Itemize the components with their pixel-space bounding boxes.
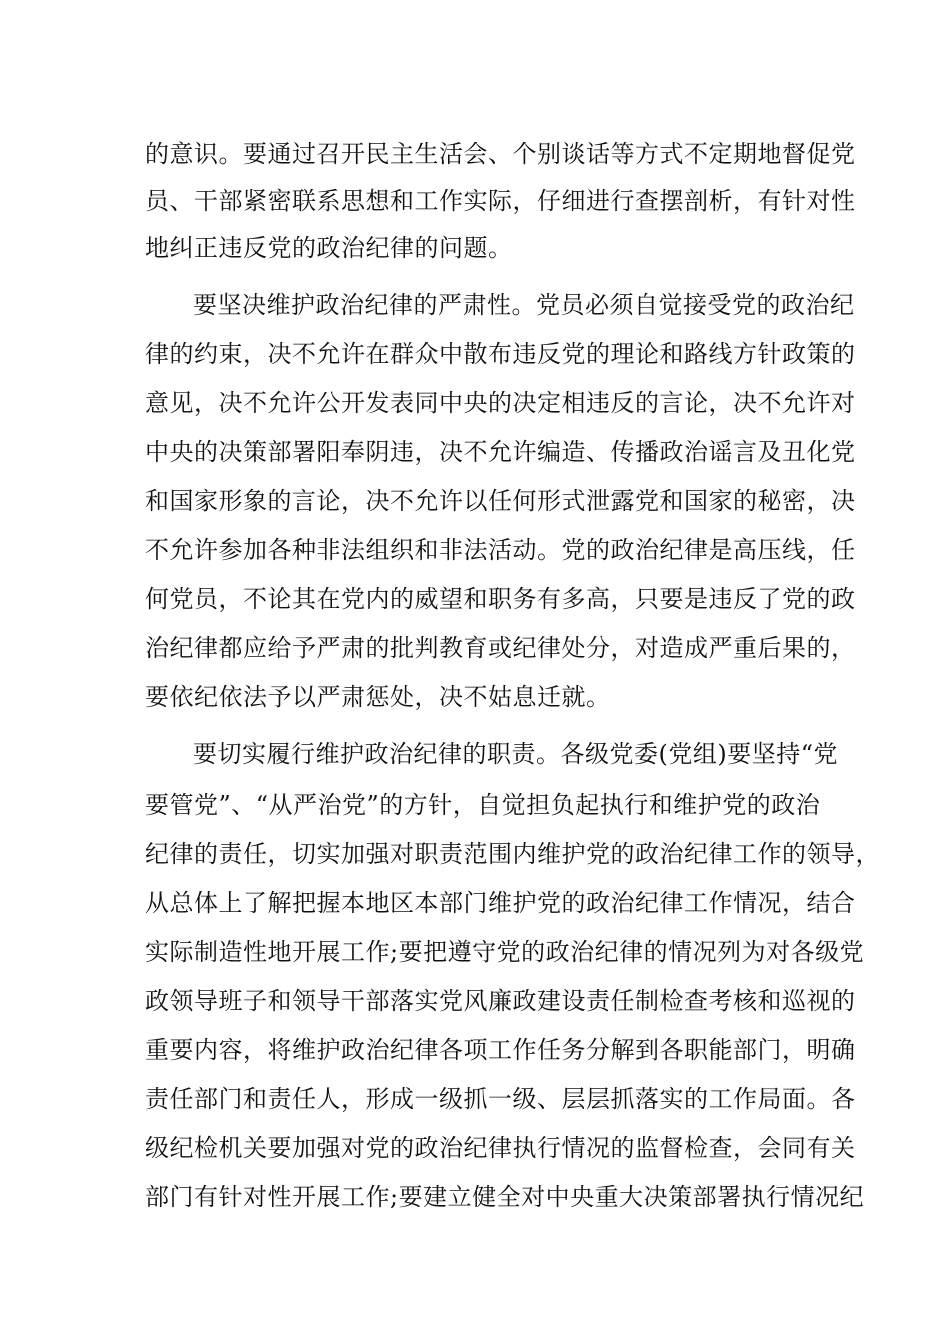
text-line: 重要内容，将维护政治纪律各项工作任务分解到各职能部门，明确 xyxy=(145,1036,856,1064)
text-line: 的意识。要通过召开民主生活会、个别谈话等方式不定期地督促党 xyxy=(145,140,856,168)
text-line: 责任部门和责任人，形成一级抓一级、层层抓落实的工作局面。各 xyxy=(145,1085,856,1113)
text-line: 治纪律都应给予严肃的批判教育或纪律处分，对造成严重后果的， xyxy=(145,634,856,662)
text-line: 地纠正违反党的政治纪律的问题。 xyxy=(145,234,513,262)
text-line: 和国家形象的言论，决不允许以任何形式泄露党和国家的秘密，决 xyxy=(145,487,856,515)
paragraph-first-line: 要切实履行维护政治纪律的职责。各级党委(党组)要坚持“党 xyxy=(193,740,838,768)
text-line: 级纪检机关要加强对党的政治纪律执行情况的监督检查，会同有关 xyxy=(145,1134,856,1162)
text-line: 部门有针对性开展工作;要建立健全对中央重大决策部署执行情况纪 xyxy=(145,1183,865,1211)
paragraph-first-line: 要坚决维护政治纪律的严肃性。党员必须自觉接受党的政治纪 xyxy=(193,291,855,319)
text-line: 实际制造性地开展工作;要把遵守党的政治纪律的情况列为对各级党 xyxy=(145,938,865,966)
text-line: 政领导班子和领导干部落实党风廉政建设责任制检查考核和巡视的 xyxy=(145,987,856,1015)
text-line: 要管党”、“从严治党”的方针，自觉担负起执行和维护党的政治 xyxy=(145,791,821,819)
text-line: 中央的决策部署阳奉阴违，决不允许编造、传播政治谣言及丑化党 xyxy=(145,438,856,466)
text-line: 纪律的责任，切实加强对职责范围内维护党的政治纪律工作的领导， xyxy=(145,840,880,868)
text-line: 律的约束，决不允许在群众中散布违反党的理论和路线方针政策的 xyxy=(145,340,856,368)
text-line: 意见，决不允许公开发表同中央的决定相违反的言论，决不允许对 xyxy=(145,389,856,417)
text-line: 员、干部紧密联系思想和工作实际，仔细进行查摆剖析，有针对性 xyxy=(145,187,856,215)
text-line: 要依纪依法予以严肃惩处，决不姑息迁就。 xyxy=(145,683,611,711)
text-line: 何党员，不论其在党内的威望和职务有多高，只要是违反了党的政 xyxy=(145,585,856,613)
text-line: 不允许参加各种非法组织和非法活动。党的政治纪律是高压线，任 xyxy=(145,536,856,564)
text-line: 从总体上了解把握本地区本部门维护党的政治纪律工作情况，结合 xyxy=(145,889,856,917)
